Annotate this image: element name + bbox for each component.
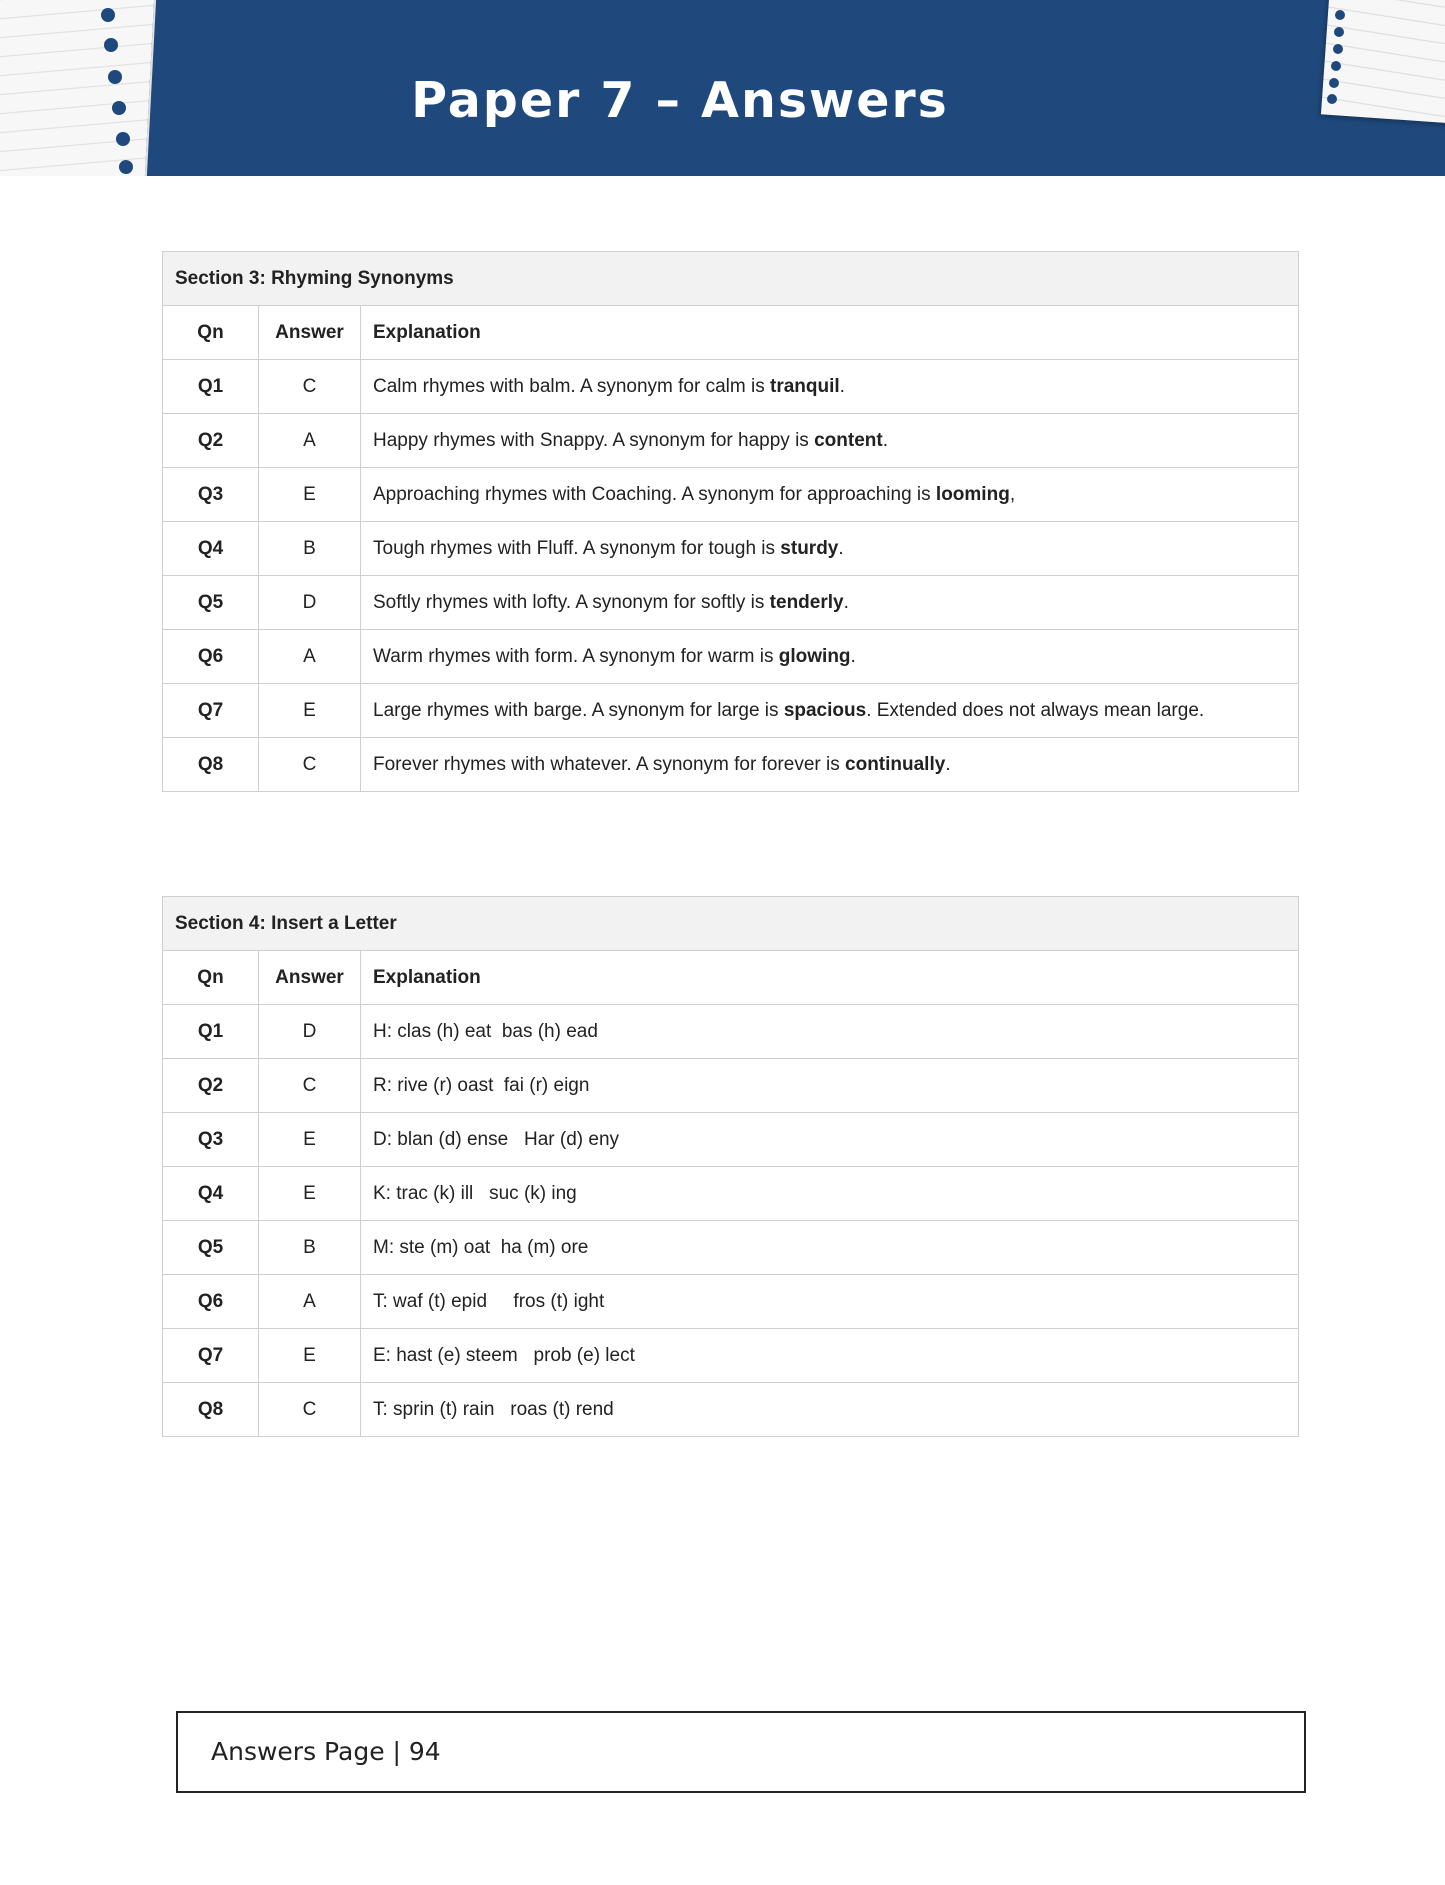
answer-letter: C — [259, 360, 361, 414]
column-header-answer: Answer — [259, 951, 361, 1005]
synonym-answer: sturdy — [780, 537, 839, 559]
page-title: Paper 7 – Answers — [411, 72, 949, 129]
table-row — [163, 1221, 1299, 1275]
question-number: Q6 — [163, 1275, 259, 1329]
explanation-text — [361, 630, 1299, 684]
answer-letter: E — [259, 468, 361, 522]
answer-letter: A — [259, 414, 361, 468]
explanation-text: H: clas (h) eat bas (h) ead — [361, 1005, 1299, 1059]
explanation-text — [361, 468, 1299, 522]
table-row — [163, 630, 1299, 684]
answer-letter: D — [259, 1005, 361, 1059]
explanation-tail: , — [1009, 483, 1016, 505]
question-number: Q6 — [163, 630, 259, 684]
synonym-answer: tranquil — [770, 375, 840, 397]
table-row — [163, 1167, 1299, 1221]
table-row — [163, 1113, 1299, 1167]
section-title: Section 4: Insert a Letter — [163, 897, 1299, 951]
table-row — [163, 1059, 1299, 1113]
table-row — [163, 576, 1299, 630]
question-number: Q5 — [163, 1221, 259, 1275]
explanation-text — [361, 576, 1299, 630]
column-header-qn: Qn — [163, 306, 259, 360]
explanation-lead: Warm rhymes with form. A synonym for warm is — [373, 645, 779, 667]
answer-letter: B — [259, 522, 361, 576]
question-number: Q8 — [163, 738, 259, 792]
question-number: Q3 — [163, 1113, 259, 1167]
explanation-tail: . — [838, 537, 844, 559]
answer-letter: B — [259, 1221, 361, 1275]
answer-letter: E — [259, 1329, 361, 1383]
explanation-lead: Softly rhymes with lofty. A synonym for softly is — [373, 591, 770, 613]
explanation-text: E: hast (e) steem prob (e) lect — [361, 1329, 1299, 1383]
answer-letter: E — [259, 1113, 361, 1167]
explanation-tail: . — [839, 375, 845, 397]
answer-letter: C — [259, 1059, 361, 1113]
explanation-tail: . — [882, 429, 888, 451]
answer-letter: D — [259, 576, 361, 630]
page-number-label: Answers Page | 94 — [211, 1737, 441, 1766]
column-header-explanation: Explanation — [361, 951, 1299, 1005]
column-header-qn: Qn — [163, 951, 259, 1005]
answer-letter: E — [259, 1167, 361, 1221]
question-number: Q1 — [163, 360, 259, 414]
explanation-lead: Large rhymes with barge. A synonym for large is — [373, 699, 784, 721]
column-header-answer: Answer — [259, 306, 361, 360]
explanation-text: D: blan (d) ense Har (d) eny — [361, 1113, 1299, 1167]
explanation-text: R: rive (r) oast fai (r) eign — [361, 1059, 1299, 1113]
question-number: Q3 — [163, 468, 259, 522]
question-number: Q4 — [163, 522, 259, 576]
section-title: Section 3: Rhyming Synonyms — [163, 252, 1299, 306]
synonym-answer: content — [814, 429, 883, 451]
table-row — [163, 1275, 1299, 1329]
question-number: Q2 — [163, 414, 259, 468]
table-row — [163, 1005, 1299, 1059]
table-row — [163, 414, 1299, 468]
question-number: Q4 — [163, 1167, 259, 1221]
question-number: Q1 — [163, 1005, 259, 1059]
explanation-text: K: trac (k) ill suc (k) ing — [361, 1167, 1299, 1221]
question-number: Q8 — [163, 1383, 259, 1437]
explanation-lead: Forever rhymes with whatever. A synonym for forever is — [373, 753, 846, 775]
answer-letter: C — [259, 738, 361, 792]
synonym-answer: continually — [845, 753, 946, 775]
explanation-text: M: ste (m) oat ha (m) ore — [361, 1221, 1299, 1275]
table-row — [163, 684, 1299, 738]
explanation-text — [361, 738, 1299, 792]
answer-letter: A — [259, 1275, 361, 1329]
explanation-tail: . — [843, 591, 849, 613]
explanation-tail: . Extended does not always mean large. — [866, 699, 1205, 721]
explanation-text — [361, 684, 1299, 738]
explanation-text — [361, 522, 1299, 576]
explanation-text: T: sprin (t) rain roas (t) rend — [361, 1383, 1299, 1437]
synonym-answer: spacious — [783, 699, 867, 721]
table-row — [163, 1383, 1299, 1437]
column-header-explanation: Explanation — [361, 306, 1299, 360]
explanation-tail: . — [945, 753, 951, 775]
explanation-lead: Approaching rhymes with Coaching. A synonym for approaching is — [373, 483, 936, 505]
question-number: Q7 — [163, 684, 259, 738]
page-footer — [176, 1711, 1306, 1793]
section-3-answers-table — [162, 251, 1299, 792]
explanation-lead: Tough rhymes with Fluff. A synonym for tough is — [373, 537, 781, 559]
explanation-text — [361, 414, 1299, 468]
table-row — [163, 738, 1299, 792]
page-header-banner — [0, 0, 1445, 176]
explanation-tail: . — [850, 645, 856, 667]
explanation-lead: Calm rhymes with balm. A synonym for calm is — [373, 375, 770, 397]
synonym-answer: tenderly — [769, 591, 844, 613]
answer-letter: E — [259, 684, 361, 738]
explanation-text: T: waf (t) epid fros (t) ight — [361, 1275, 1299, 1329]
table-row — [163, 360, 1299, 414]
table-row — [163, 1329, 1299, 1383]
question-number: Q5 — [163, 576, 259, 630]
question-number: Q7 — [163, 1329, 259, 1383]
section-4-answers-table — [162, 896, 1299, 1437]
explanation-text — [361, 360, 1299, 414]
answer-letter: A — [259, 630, 361, 684]
question-number: Q2 — [163, 1059, 259, 1113]
synonym-answer: glowing — [778, 645, 851, 667]
table-row — [163, 468, 1299, 522]
answer-letter: C — [259, 1383, 361, 1437]
table-row — [163, 522, 1299, 576]
synonym-answer: looming — [935, 483, 1010, 505]
explanation-lead: Happy rhymes with Snappy. A synonym for happy is — [373, 429, 815, 451]
